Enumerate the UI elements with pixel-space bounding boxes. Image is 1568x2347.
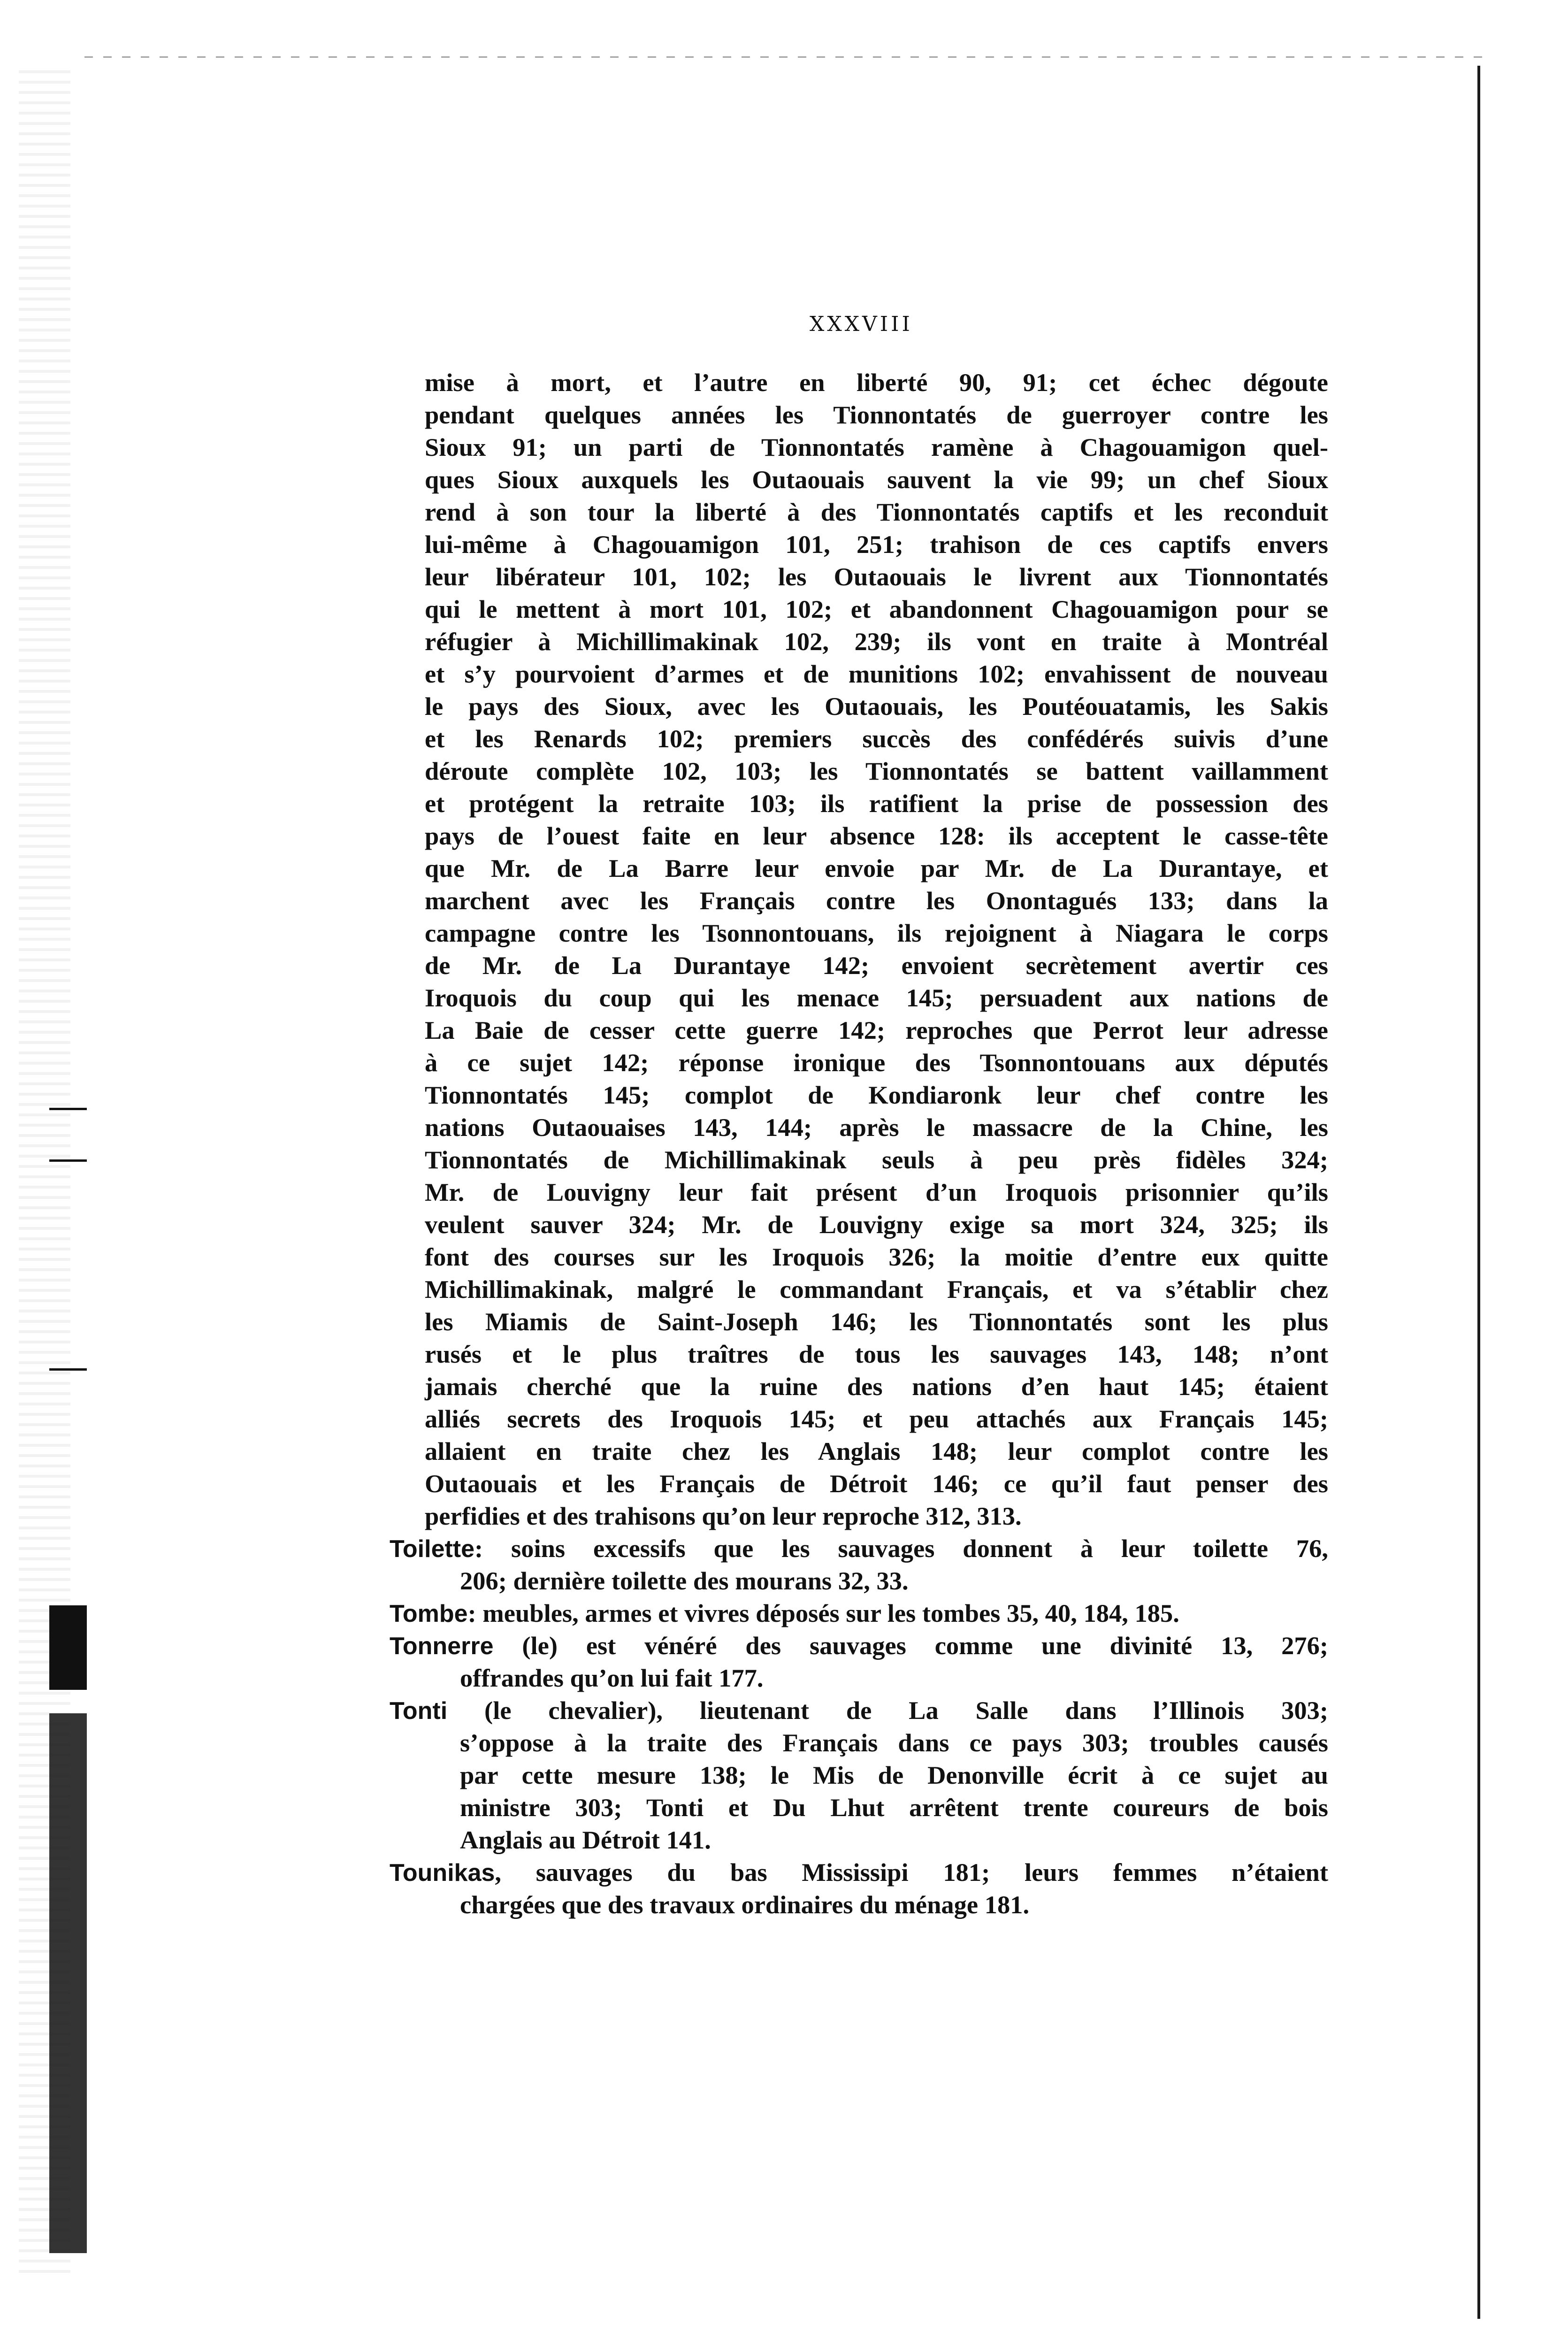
margin-block xyxy=(49,1713,87,2253)
text-line: Tionnontatés de Michillimakinak seuls à peu près fidèles 324; xyxy=(425,1145,1328,1174)
text-line: perfidies et des trahisons qu’on leur reproche 312, 313. xyxy=(425,1502,1022,1530)
margin-mark xyxy=(49,1368,87,1371)
index-entry xyxy=(390,1856,1328,1921)
entry-headword: Tonti xyxy=(390,1697,448,1725)
text-line: rusés et le plus traîtres de tous les sauvages 143, 148; n’ont xyxy=(425,1340,1328,1368)
text-line: Michillimakinak, malgré le commandant Français, et va s’établir chez xyxy=(425,1275,1328,1304)
page-folio: XXXVIII xyxy=(810,312,913,336)
text-line: chargées que des travaux ordinaires du ménage 181. xyxy=(460,1890,1030,1919)
index-entry xyxy=(390,1694,1328,1856)
entry-text: (le chevalier), lieutenant de La Salle dans l’Illinois 303; xyxy=(447,1696,1328,1725)
continued-entry xyxy=(425,366,1328,1532)
text-line: par cette mesure 138; le Mis de Denonville écrit à ce sujet au xyxy=(460,1761,1328,1789)
entry-first-line xyxy=(390,1597,1328,1629)
text-line: campagne contre les Tsonnontouans, ils rejoignent à Niagara le corps xyxy=(425,919,1328,947)
text-line: nations Outaouaises 143, 144; après le massacre de la Chine, les xyxy=(425,1113,1328,1142)
text-line: le pays des Sioux, avec les Outaouais, les Poutéouatamis, les Sakis xyxy=(425,692,1328,721)
text-line: lui-même à Chagouamigon 101, 251; trahison de ces captifs envers xyxy=(425,530,1328,559)
text-line: réfugier à Michillimakinak 102, 239; ils vont en traite à Montréal xyxy=(425,627,1328,656)
text-line: jamais cherché que la ruine des nations d’en haut 145; étaient xyxy=(425,1372,1328,1401)
text-line: de Mr. de La Durantaye 142; envoient secrètement avertir ces xyxy=(425,951,1328,980)
text-line: à ce sujet 142; réponse ironique des Tsonnontouans aux députés xyxy=(425,1048,1328,1077)
scan-edge-top xyxy=(84,56,1492,58)
text-line: mise à mort, et l’autre en liberté 90, 91; cet échec dégoute xyxy=(425,368,1328,397)
text-line: ministre 303; Tonti et Du Lhut arrêtent trente coureurs de bois xyxy=(460,1793,1328,1822)
index-entry xyxy=(390,1629,1328,1694)
entry-text: (le) est vénéré des sauvages comme une divinité 13, 276; xyxy=(493,1631,1328,1660)
entry-text: : meubles, armes et vivres déposés sur les tombes 35, 40, 184, 185. xyxy=(467,1599,1179,1627)
text-line: veulent sauver 324; Mr. de Louvigny exige sa mort 324, 325; ils xyxy=(425,1210,1328,1239)
text-line: et protégent la retraite 103; ils ratifient la prise de possession des xyxy=(425,789,1328,818)
entry-first-line xyxy=(390,1532,1328,1565)
text-line: qui le mettent à mort 101, 102; et abandonnent Chagouamigon pour se xyxy=(425,595,1328,623)
margin-mark xyxy=(49,1159,87,1162)
text-line: pays de l’ouest faite en leur absence 128: ils acceptent le casse-tête xyxy=(425,821,1328,850)
text-line: et s’y pourvoient d’armes et de munitions 102; envahissent de nouveau xyxy=(425,660,1328,688)
text-line: font des courses sur les Iroquois 326; la moitie d’entre eux quitte xyxy=(425,1243,1328,1271)
index-entries xyxy=(390,1532,1328,1921)
text-line: alliés secrets des Iroquois 145; et peu attachés aux Français 145; xyxy=(425,1404,1328,1433)
entry-first-line xyxy=(390,1694,1328,1726)
text-line: marchent avec les Français contre les Onontagués 133; dans la xyxy=(425,886,1328,915)
margin-mark xyxy=(49,1108,87,1110)
entry-first-line xyxy=(390,1856,1328,1888)
text-line: Mr. de Louvigny leur fait présent d’un Iroquois prisonnier qu’ils xyxy=(425,1178,1328,1206)
index-text xyxy=(390,366,1328,1921)
text-line: ques Sioux auxquels les Outaouais sauvent la vie 99; un chef Sioux xyxy=(425,465,1328,494)
text-line: Tionnontatés 145; complot de Kondiaronk leur chef contre les xyxy=(425,1081,1328,1109)
text-line: La Baie de cesser cette guerre 142; reproches que Perrot leur adresse xyxy=(425,1016,1328,1044)
entry-headword: Tonnerre xyxy=(390,1633,494,1660)
entry-headword: Tounikas xyxy=(390,1859,495,1887)
text-line: que Mr. de La Barre leur envoie par Mr. de La Durantaye, et xyxy=(425,854,1328,882)
text-line: leur libérateur 101, 102; les Outaouais le livrent aux Tionnontatés xyxy=(425,562,1328,591)
entry-text: , sauvages du bas Mississipi 181; leurs femmes n’étaient xyxy=(495,1858,1328,1887)
text-line: Sioux 91; un parti de Tionnontatés ramène à Chagouamigon quel- xyxy=(425,433,1328,461)
entry-text: : soins excessifs que les sauvages donnent à leur toilette 76, xyxy=(474,1534,1328,1563)
text-line: les Miamis de Saint-Joseph 146; les Tionnontatés sont les plus xyxy=(425,1307,1328,1336)
text-line: 206; dernière toilette des mourans 32, 33. xyxy=(460,1566,909,1595)
margin-block xyxy=(49,1605,87,1690)
entry-headword: Tombe xyxy=(390,1600,468,1627)
index-entry xyxy=(390,1532,1328,1597)
text-line: Anglais au Détroit 141. xyxy=(460,1825,711,1854)
text-line: offrandes qu’on lui fait 177. xyxy=(460,1664,764,1692)
scan-edge-right xyxy=(1477,66,1480,2319)
text-line: pendant quelques années les Tionnontatés de guerroyer contre les xyxy=(425,400,1328,429)
text-line: et les Renards 102; premiers succès des confédérés suivis d’une xyxy=(425,724,1328,753)
text-line: Outaouais et les Français de Détroit 146; ce qu’il faut penser des xyxy=(425,1469,1328,1498)
text-line: rend à son tour la liberté à des Tionnontatés captifs et les reconduit xyxy=(425,498,1328,526)
entry-headword: Toilette xyxy=(390,1535,475,1563)
text-line: Iroquois du coup qui les menace 145; persuadent aux nations de xyxy=(425,983,1328,1012)
text-line: déroute complète 102, 103; les Tionnontatés se battent vaillamment xyxy=(425,757,1328,785)
entry-first-line xyxy=(390,1629,1328,1662)
text-line: allaient en traite chez les Anglais 148; leur complot contre les xyxy=(425,1437,1328,1465)
text-line: s’oppose à la traite des Français dans ce pays 303; troubles causés xyxy=(460,1728,1328,1757)
index-entry xyxy=(390,1597,1328,1629)
